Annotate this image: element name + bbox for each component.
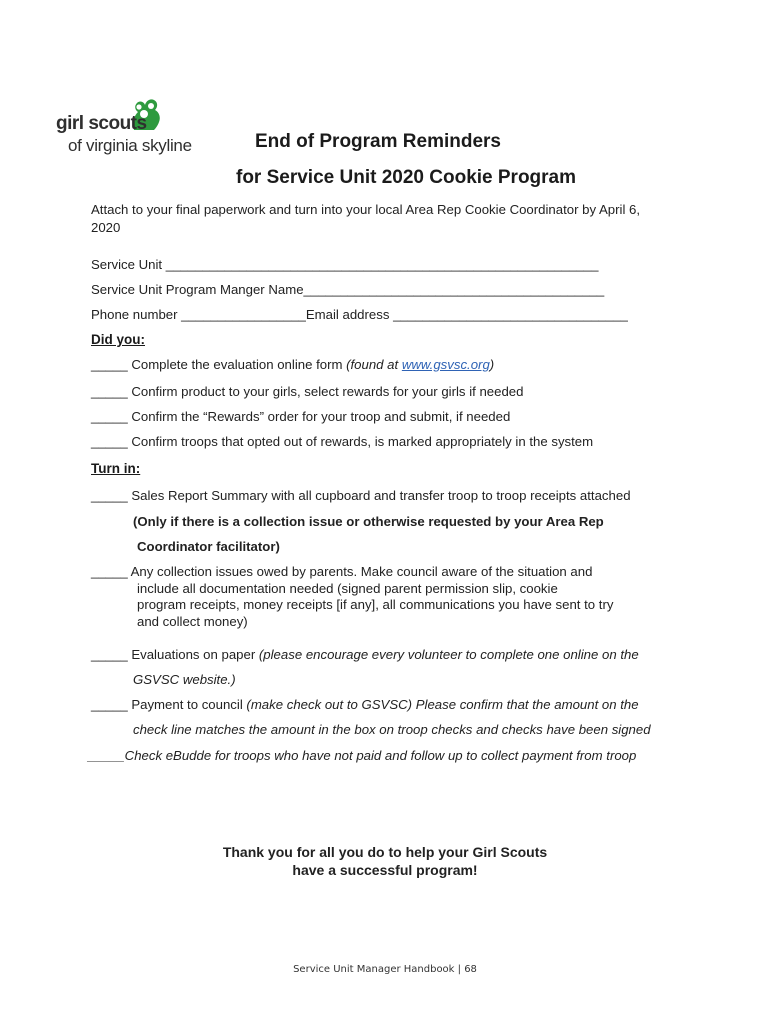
page-title-line2: for Service Unit 2020 Cookie Program	[236, 167, 577, 188]
turn-in-sales-report: _____ Sales Report Summary with all cupboard and transfer troop to troop receipts attached	[91, 488, 631, 503]
logo-text-council: of virginia skyline	[68, 136, 192, 155]
checklist-item-text: _____ Complete the evaluation online form	[91, 357, 347, 372]
page-title-line1: End of Program Reminders	[255, 131, 501, 152]
logo-text-girl-scouts: girl scouts	[56, 113, 147, 134]
turn-in-payment	[91, 697, 639, 712]
service-unit-field[interactable]: Service Unit ___________________________________________________________	[91, 257, 599, 272]
did-you-heading: Did you:	[91, 332, 145, 347]
turn-in-ebudde: _____Check eBudde for troops who have not paid and follow up to collect payment from troop	[88, 748, 637, 763]
collection-note-line1: (Only if there is a collection issue or otherwise requested by your Area Rep	[133, 514, 604, 529]
evaluations-text: _____ Evaluations on paper	[91, 647, 259, 662]
gsvsc-link[interactable]: www.gsvsc.org	[401, 357, 490, 372]
checklist-item-evaluation	[91, 357, 494, 372]
phone-email-field[interactable]: Phone number _________________Email address ________________________________	[91, 307, 628, 322]
intro-line1: Attach to your final paperwork and turn into your local Area Rep Cookie Coordinator by April 6,	[91, 202, 641, 217]
turn-in-heading: Turn in:	[91, 461, 141, 476]
evaluations-italic-line2: GSVSC website.)	[133, 672, 236, 687]
turn-in-collection-line3: program receipts, money receipts [if any], all communications you have sent to try	[137, 597, 614, 612]
intro-line2: 2020	[91, 220, 121, 235]
payment-text: _____ Payment to council	[91, 697, 247, 712]
manager-name-field[interactable]: Service Unit Program Manger Name_________________________________________	[91, 282, 605, 297]
checklist-item-confirm-product: _____ Confirm product to your girls, select rewards for your girls if needed	[91, 384, 524, 399]
page-footer: Service Unit Manager Handbook | 68	[293, 964, 477, 975]
payment-italic-line2: check line matches the amount in the box on troop checks and checks have been signed	[133, 722, 651, 737]
girl-scouts-logo	[56, 92, 206, 162]
checklist-item-opted-out: _____ Confirm troops that opted out of rewards, is marked appropriately in the system	[91, 434, 594, 449]
turn-in-evaluations	[91, 647, 639, 662]
turn-in-collection-line4: and collect money)	[137, 614, 248, 629]
thanks-line1: Thank you for all you do to help your Girl Scouts	[222, 844, 548, 860]
turn-in-collection-line2: include all documentation needed (signed parent permission slip, cookie	[137, 581, 558, 596]
thanks-line2: have a successful program!	[292, 862, 478, 878]
checklist-item-italic: (found at	[346, 357, 402, 372]
collection-note-line2: Coordinator facilitator)	[137, 539, 280, 554]
checklist-item-rewards-order: _____ Confirm the “Rewards” order for your troop and submit, if needed	[91, 409, 511, 424]
checklist-item-suffix: )	[489, 357, 495, 372]
turn-in-collection-line1: _____ Any collection issues owed by parents. Make council aware of the situation and	[91, 564, 593, 579]
payment-italic: (make check out to GSVSC) Please confirm that the amount on the	[246, 697, 639, 712]
evaluations-italic: (please encourage every volunteer to complete one online on the	[258, 647, 639, 662]
